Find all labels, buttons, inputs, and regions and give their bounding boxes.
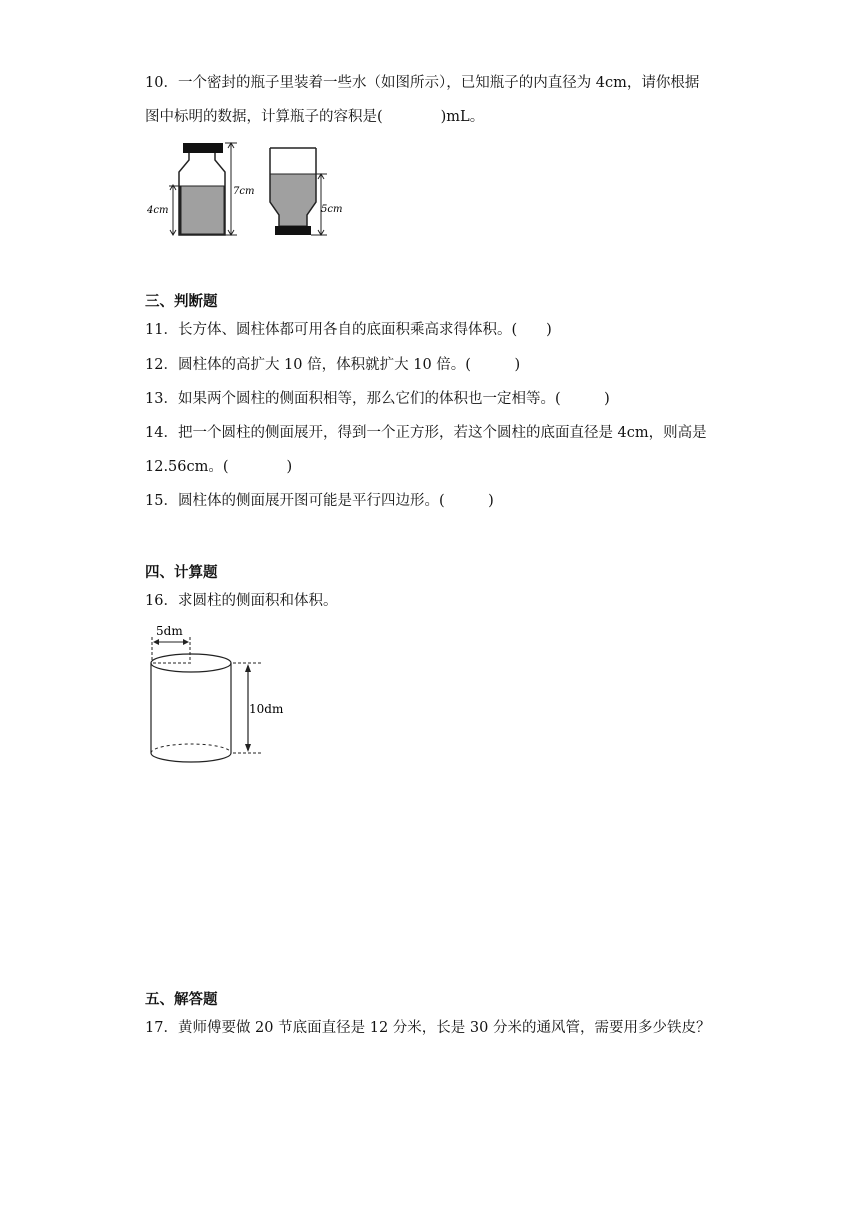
section3-title: 三、判断题 xyxy=(145,293,218,310)
bottle2-water xyxy=(270,174,316,226)
q11: 11．长方体、圆柱体都可用各自的底面积乘高求得体积。( ) xyxy=(145,322,552,338)
bottle2-cap xyxy=(275,226,311,235)
label-7cm: 7cm xyxy=(233,186,255,197)
bottles-figure xyxy=(145,140,355,240)
cylinder-figure xyxy=(145,620,315,765)
q16: 16．求圆柱的侧面积和体积。 xyxy=(145,593,338,609)
section4-title: 四、计算题 xyxy=(145,564,218,581)
label-4cm: 4cm xyxy=(147,205,169,216)
q14-line-1: 14．把一个圆柱的侧面展开，得到一个正方形，若这个圆柱的底面直径是 4cm，则高是 xyxy=(145,425,707,441)
q10-line-2: 图中标明的数据，计算瓶子的容积是( )mL。 xyxy=(145,109,485,125)
bottle1-water xyxy=(180,186,224,234)
bottle1-cap xyxy=(183,143,223,153)
q13: 13．如果两个圆柱的侧面积相等，那么它们的体积也一定相等。( ) xyxy=(145,391,610,407)
q15: 15．圆柱体的侧面展开图可能是平行四边形。( ) xyxy=(145,493,494,509)
q12: 12．圆柱体的高扩大 10 倍，体积就扩大 10 倍。( ) xyxy=(145,357,521,373)
q14-line-2: 12.56cm。( ) xyxy=(145,459,293,475)
cylinder-bottom-front xyxy=(151,753,231,762)
q10-line-1: 10．一个密封的瓶子里装着一些水（如图所示），已知瓶子的内直径为 4cm，请你根据 xyxy=(145,75,700,91)
section5-title: 五、解答题 xyxy=(145,991,218,1008)
q17: 17．黄师傅要做 20 节底面直径是 12 分米，长是 30 分米的通风管，需要用多少铁皮？ xyxy=(145,1020,711,1036)
label-5dm: 5dm xyxy=(156,624,183,638)
label-10dm: 10dm xyxy=(249,702,284,716)
label-5cm: 5cm xyxy=(321,204,343,215)
cylinder-bottom-back xyxy=(151,744,231,753)
